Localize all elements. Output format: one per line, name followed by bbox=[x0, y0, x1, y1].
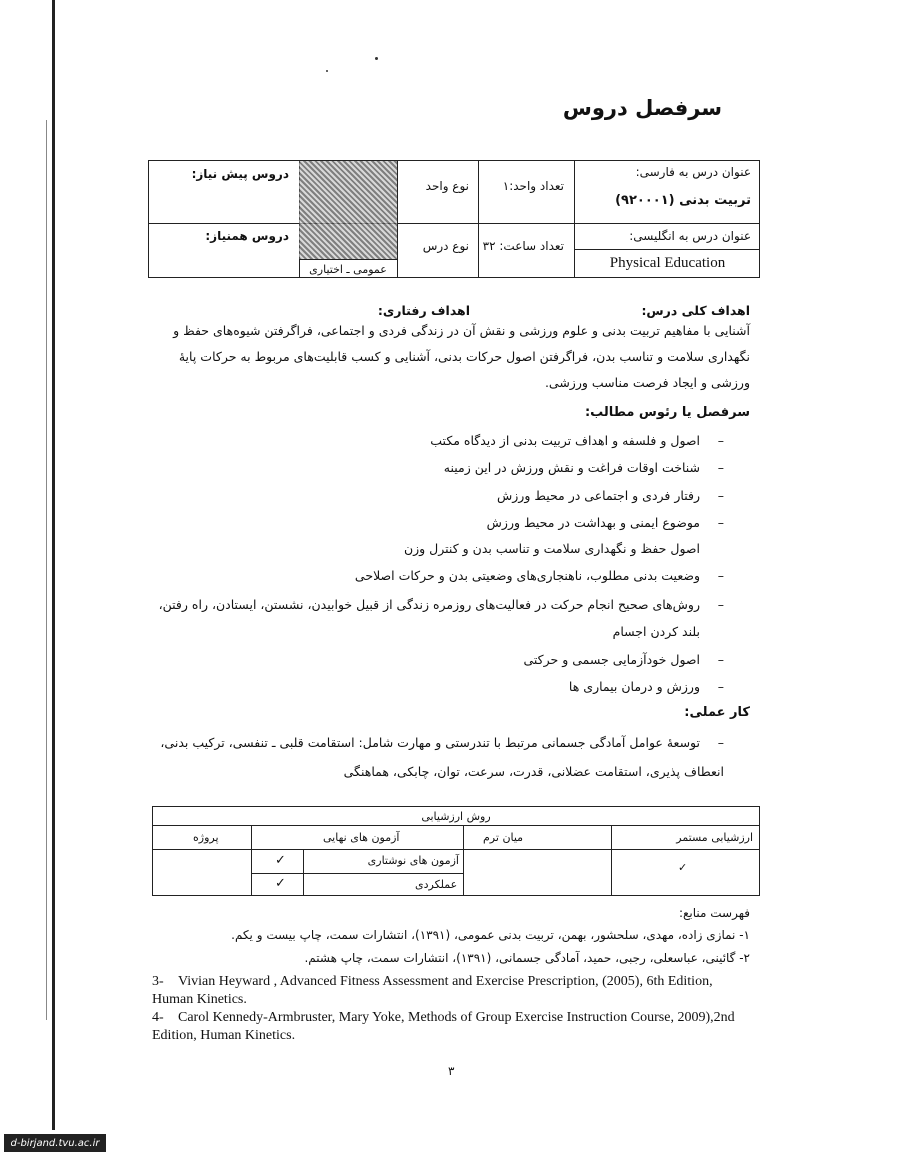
objectives-line: نگهداری سلامت و تناسب بدن، فراگرفتن اصول حرکات بدنی، آشنایی و کسب قابلیت‌های مربوط به حرکات پایهٔ bbox=[178, 349, 750, 364]
scan-speck bbox=[375, 57, 378, 60]
final-exam-header: آزمون های نهایی bbox=[323, 831, 400, 844]
objectives-line: ورزشی و ایجاد فرصت مناسب ورزشی. bbox=[544, 375, 750, 390]
syllabus-item: بلند کردن اجسام bbox=[612, 624, 700, 639]
reference-fa: ۲- گائینی، عباسعلی، رجبی، حمید، آمادگی جسمانی، (۱۳۹۱)، انتشارات سمت، چاپ هشتم. bbox=[304, 951, 750, 965]
syllabus-item: –موضوع ایمنی و بهداشت در محیط ورزش bbox=[486, 515, 724, 530]
fa-title-label: عنوان درس به فارسی: bbox=[635, 165, 751, 179]
site-watermark[interactable]: d-birjand.tvu.ac.ir bbox=[4, 1134, 106, 1152]
midterm-header: میان ترم bbox=[483, 831, 524, 844]
binding-edge-shadow bbox=[46, 120, 47, 1020]
references-heading: فهرست منابع: bbox=[678, 906, 750, 920]
reference-fa: ۱- نمازی زاده، مهدی، سلحشور، بهمن، تربیت بدنی عمومی، (۱۳۹۱)، انتشارات سمت، چاپ بیست و یکم. bbox=[231, 928, 750, 942]
syllabus-item: –اصول خودآزمایی جسمی و حرکتی bbox=[523, 652, 724, 667]
syllabus-item: –ورزش و درمان بیماری ها bbox=[568, 679, 724, 694]
syllabus-heading: سرفصل یا رئوس مطالب: bbox=[584, 405, 750, 420]
written-exam-label: آزمون های نوشتاری bbox=[367, 854, 459, 867]
objectives-line: آشنایی با مفاهیم تربیت بدنی و علوم ورزشی و نقش آن در زندگی فردی و اجتماعی، فراگرفتن شیوه‌های حفظ و bbox=[173, 323, 750, 338]
course-type-value: عمومی ـ اختیاری bbox=[299, 259, 397, 278]
project-header: پروژه bbox=[193, 831, 219, 844]
evaluation-title: روش ارزشیابی bbox=[421, 810, 491, 823]
written-exam-check: ✓ bbox=[275, 853, 286, 868]
syllabus-item: اصول حفظ و نگهداری سلامت و تناسب بدن و کنترل وزن bbox=[403, 541, 700, 556]
page-number: ۳ bbox=[448, 1064, 455, 1078]
course-info-table bbox=[148, 160, 760, 278]
performance-label: عملکردی bbox=[415, 878, 458, 891]
binding-edge bbox=[52, 0, 55, 1130]
page-title: سرفصل دروس bbox=[562, 96, 722, 120]
general-objectives-label: اهداف کلی درس: bbox=[641, 303, 750, 318]
seal-stamp bbox=[299, 161, 397, 259]
performance-check: ✓ bbox=[275, 876, 286, 891]
continuous-check: ✓ bbox=[678, 861, 688, 874]
prereq-label: دروس پیش نیاز: bbox=[191, 167, 289, 181]
practical-heading: کار عملی: bbox=[684, 705, 750, 720]
en-title-label: عنوان درس به انگلیسی: bbox=[629, 229, 751, 243]
units-count: تعداد واحد:۱ bbox=[502, 179, 564, 193]
scan-speck bbox=[326, 70, 328, 72]
practical-line: انعطاف پذیری، استقامت عضلانی، قدرت، سرعت، توان، چابکی، هماهنگی bbox=[343, 764, 724, 779]
coreq-label: دروس همنیاز: bbox=[205, 229, 289, 243]
practical-line: –توسعهٔ عوامل آمادگی جسمانی مرتبط با تندرستی و مهارت شامل: استقامت قلبی ـ تنفسی، ترکیب بدنی، bbox=[160, 735, 724, 750]
reference-en: 3- Vivian Heyward , Advanced Fitness Assessment and Exercise Prescription, (2005), 6th Edition, Human Kinetics. bbox=[152, 974, 713, 1007]
fa-title-value: تربیت بدنی (۹۲۰۰۰۱) bbox=[615, 193, 751, 208]
syllabus-item: –اصول و فلسفه و اهداف تربیت بدنی از دیدگاه مکتب bbox=[430, 433, 724, 448]
hours-count: تعداد ساعت: ۳۲ bbox=[482, 239, 564, 253]
continuous-eval-header: ارزشیابی مستمر bbox=[676, 831, 753, 844]
syllabus-item: –وضعیت بدنی مطلوب، ناهنجاری‌های وضعیتی بدن و حرکات اصلاحی bbox=[354, 568, 724, 583]
behavioral-objectives-label: اهداف رفتاری: bbox=[377, 303, 470, 318]
unit-type-label: نوع واحد bbox=[425, 179, 469, 193]
evaluation-table bbox=[152, 806, 760, 896]
course-type-label: نوع درس bbox=[422, 239, 469, 253]
syllabus-item: –شناخت اوقات فراغت و نقش ورزش در این زمینه bbox=[443, 460, 724, 475]
syllabus-item: –رفتار فردی و اجتماعی در محیط ورزش bbox=[497, 488, 724, 503]
syllabus-item: –روش‌های صحیح انجام حرکت در فعالیت‌های روزمره زندگی از قبیل خوابیدن، نشستن، ایستادن، راه رفتن، bbox=[158, 597, 724, 612]
en-title-value: Physical Education bbox=[574, 249, 760, 277]
reference-en: 4- Carol Kennedy-Armbruster, Mary Yoke, Methods of Group Exercise Instruction Course, 2009),2nd Edition, Human Kinetics. bbox=[152, 1010, 735, 1043]
objectives-text bbox=[173, 318, 750, 396]
